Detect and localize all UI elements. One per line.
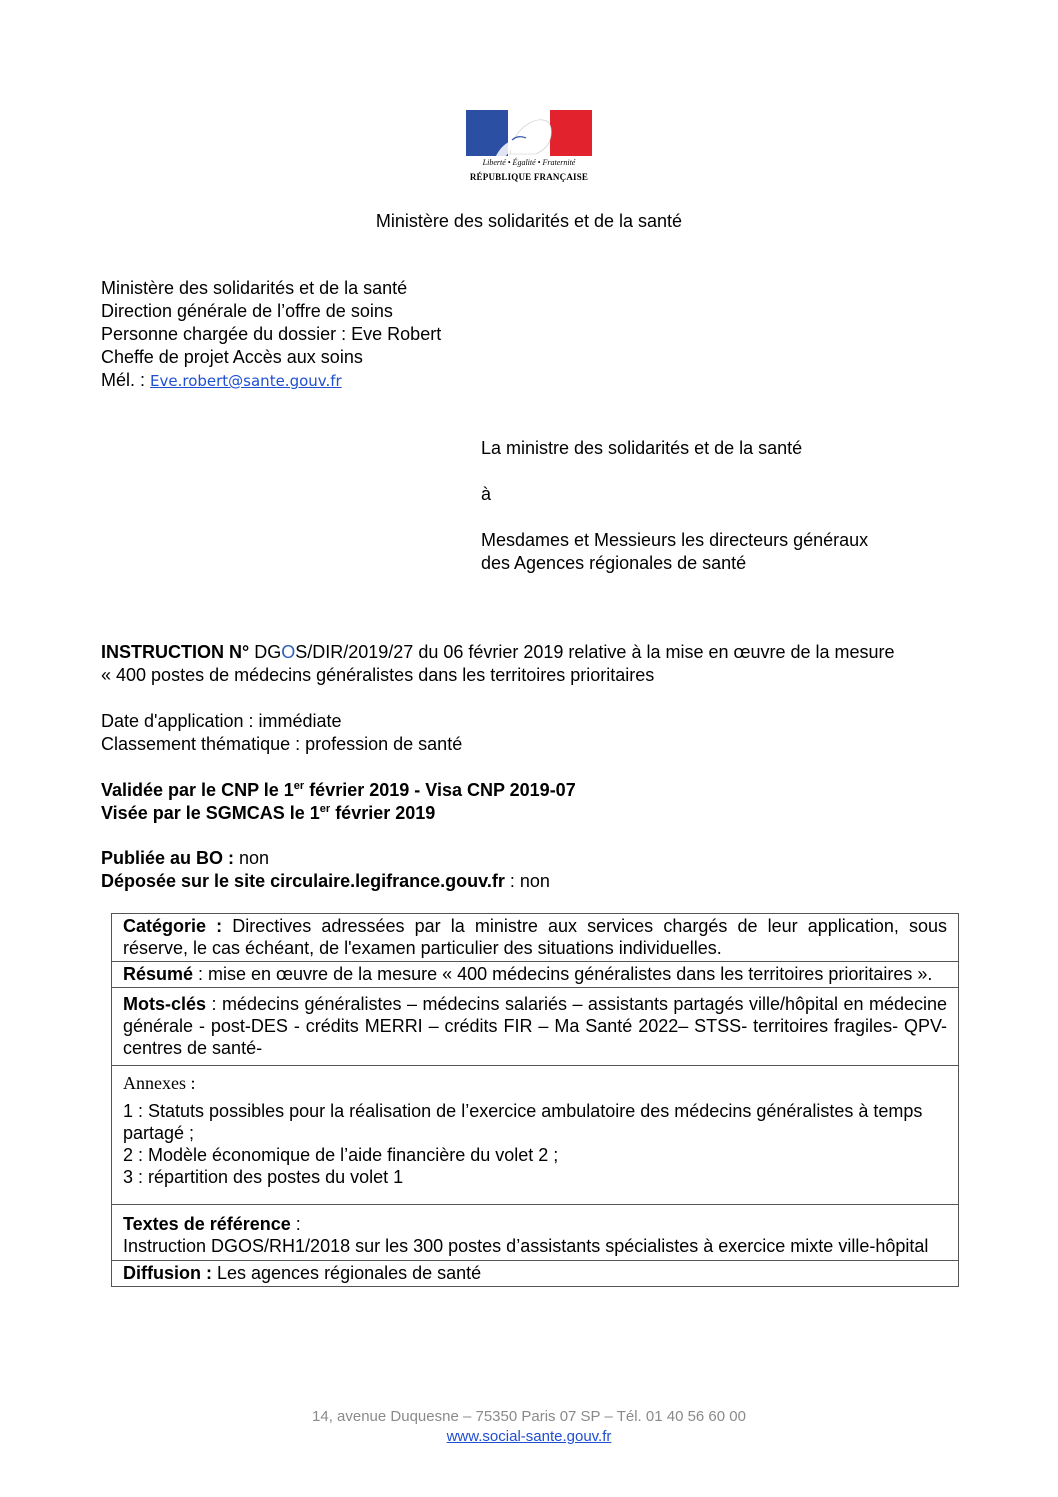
diffusion-cell [112,1261,959,1287]
publication-site-label: Déposée sur le site circulaire.legifrance.gouv.fr [101,871,505,891]
publication-bo [101,847,550,870]
logo-republic: RÉPUBLIQUE FRANÇAISE [469,172,589,182]
mots-cles-cell [112,988,959,1066]
publication-bo-value: non [234,848,270,868]
resume-label: Résumé [123,964,194,984]
table-row [112,962,959,988]
table-row [112,1261,959,1287]
sender-contact: Personne chargée du dossier : Eve Robert [101,324,442,344]
validation-cnp-post: février 2019 - Visa CNP 2019-07 [304,780,576,800]
table-row [112,1066,959,1205]
instruction-ref-pre: DG [249,642,282,662]
textes-reference-colon: : [290,1214,301,1234]
sender-direction: Direction générale de l’offre de soins [101,301,393,321]
categorie-text: Directives adressées par la ministre aux services chargés de leur application, sous réserve, le cas échéant, de l'examen particulier des situations individuelles. [123,916,947,958]
diffusion-text: Les agences régionales de santé [211,1263,482,1283]
footer-website-link[interactable]: www.social-sante.gouv.fr [446,1428,612,1445]
validation-cnp-pre: Validée par le CNP le 1 [101,780,294,800]
annexes-title: Annexes : [123,1073,196,1093]
annexe-1: 1 : Statuts possibles pour la réalisation de l’exercice ambulatoire des médecins généralistes à temps partagé ; [123,1101,923,1143]
date-application: Date d'application : immédiate [101,711,342,731]
recipient-to: à [481,484,492,504]
publication-block [101,847,550,893]
annexes-cell [112,1066,959,1205]
instruction-ref-post: S/DIR/2019/27 [295,642,414,662]
recipient-line1: Mesdames et Messieurs les directeurs généraux [481,530,869,550]
resume-cell [112,962,959,988]
validation-sgmcas-post: février 2019 [330,803,436,823]
table-row [112,1205,959,1261]
instruction-line1 [101,641,961,664]
sender-block [101,277,441,393]
validation-sgmcas-pre: Visée par le SGMCAS le 1 [101,803,320,823]
categorie-cell [112,914,959,962]
classement: Classement thématique : profession de santé [101,734,463,754]
validation-cnp [101,779,576,802]
mots-cles-text: : médecins généralistes – médecins salariés – assistants partagés ville/hôpital en médecine générale - post-DES - crédits MERRI – crédits FIR – Ma Santé 2022– STSS- territoires fragiles- QPV-centres de santé- [123,994,947,1058]
recipient-line2: des Agences régionales de santé [481,553,747,573]
categorie-label: Catégorie : [123,916,223,936]
instruction-line2: « 400 postes de médecins généralistes dans les territoires prioritaires [101,665,655,685]
textes-reference-heading [123,1213,947,1235]
dates-block [101,710,462,756]
instruction-label: INSTRUCTION N° [101,642,250,662]
email-link[interactable]: Eve.robert@sante.gouv.fr [150,372,342,390]
validation-sgmcas [101,802,576,825]
validation-block [101,779,576,825]
validation-sgmcas-sup: er [319,803,331,815]
recipient-from: La ministre des solidarités et de la santé [481,438,803,458]
recipient-block [481,437,868,575]
textes-reference-label: Textes de référence [123,1214,291,1234]
instruction-heading [101,641,961,687]
annexe-3: 3 : répartition des postes du volet 1 [123,1167,404,1187]
instruction-subject: du 06 février 2019 relative à la mise en œuvre de la mesure [413,642,895,662]
table-row [112,988,959,1066]
instruction-summary-table [111,913,959,1287]
sender-ministry: Ministère des solidarités et de la santé [101,278,408,298]
diffusion-label: Diffusion : [123,1263,212,1283]
instruction-ref-o: O [281,642,296,662]
mots-cles-label: Mots-clés [123,994,207,1014]
resume-text: : mise en œuvre de la mesure « 400 médecins généralistes dans les territoires prioritaires ». [193,964,933,984]
ministry-title: Ministère des solidarités et de la santé [375,211,683,231]
publication-site-value: : non [504,871,550,891]
sender-role: Cheffe de projet Accès aux soins [101,347,363,367]
publication-site [101,870,550,893]
textes-reference-text: Instruction DGOS/RH1/2018 sur les 300 postes d’assistants spécialistes à exercice mixte ville-hôpital [123,1236,929,1256]
textes-reference-cell [112,1205,959,1261]
publication-bo-label: Publiée au BO : [101,848,235,868]
table-row [112,914,959,962]
sender-email-line [101,369,441,393]
annexe-2: 2 : Modèle économique de l’aide financière du volet 2 ; [123,1145,559,1165]
footer-address: 14, avenue Duquesne – 75350 Paris 07 SP – Tél. 01 40 56 60 00 [312,1408,746,1425]
email-label: Mél. : [101,370,151,390]
validation-cnp-sup: er [293,780,305,792]
logo-motto: Liberté • Égalité • Fraternité [482,158,576,167]
republique-francaise-logo [466,110,592,188]
footer [0,1407,1058,1447]
